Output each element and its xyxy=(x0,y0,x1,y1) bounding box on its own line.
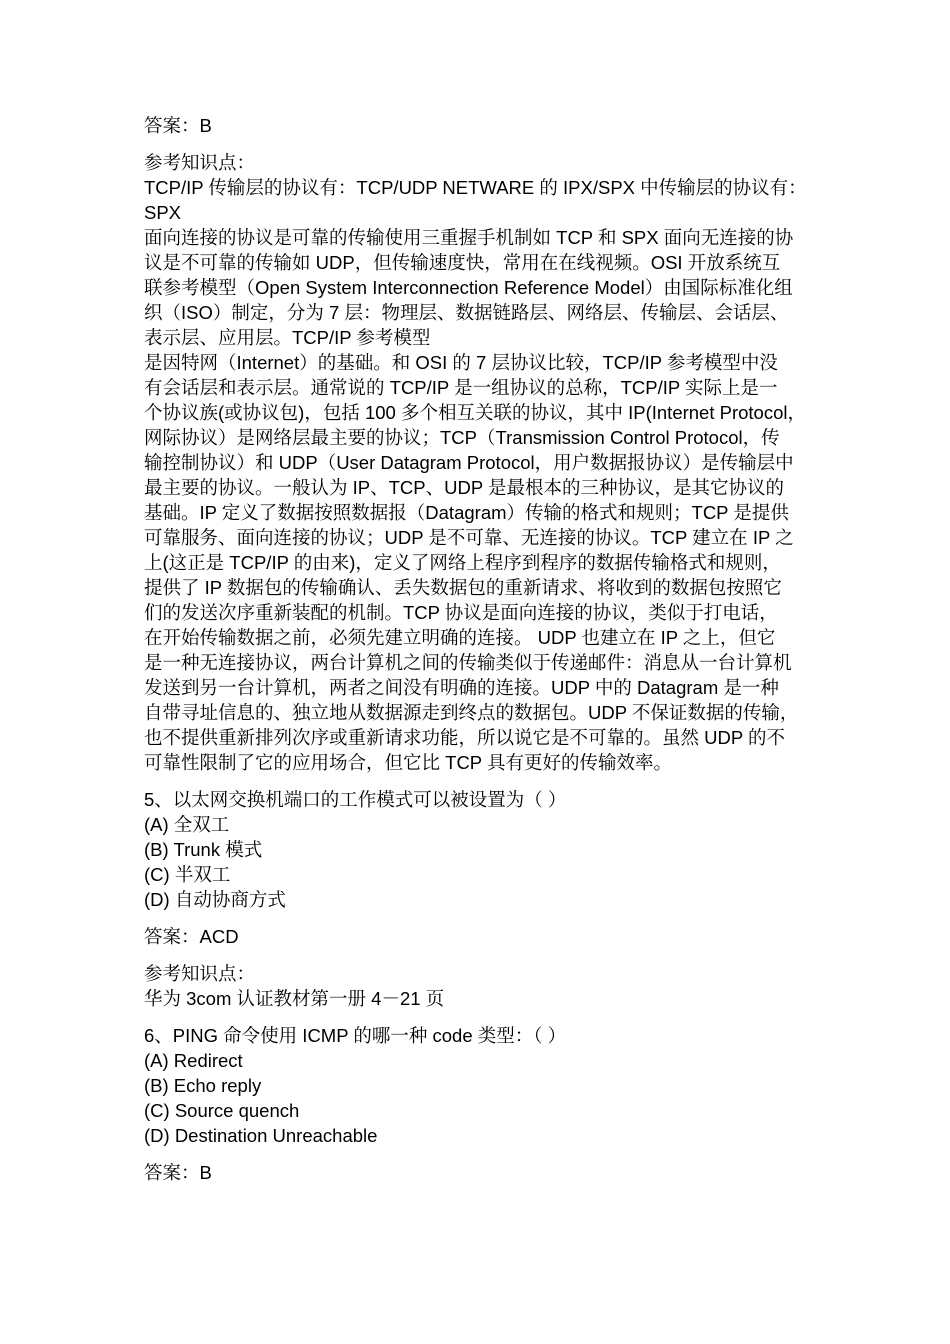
reference-1-block xyxy=(144,150,809,775)
document-page xyxy=(144,113,809,1185)
question-6-line: 6、PING 命令使用 ICMP 的哪一种 code 类型：（ ） xyxy=(144,1025,567,1046)
reference-1-line: 表示层、应用层。TCP/IP 参考模型 xyxy=(144,327,431,348)
question-6-line: (D) Destination Unreachable xyxy=(144,1125,378,1146)
reference-1-line: 是因特网（Internet）的基础。和 OSI 的 7 层协议比较，TCP/IP 参考模型中没 xyxy=(144,352,778,373)
question-6-block xyxy=(144,1023,809,1148)
reference-1-line: 是一种无连接协议，两台计算机之间的传输类似于传递邮件：消息从一台计算机 xyxy=(144,652,792,673)
reference-1-line: 网际协议）是网络层最主要的协议；TCP（Transmission Control Protocol，传 xyxy=(144,427,780,448)
reference-1-line: 也不提供重新排列次序或重新请求功能，所以说它是不可靠的。虽然 UDP 的不 xyxy=(144,727,786,748)
reference-5-block xyxy=(144,961,809,1011)
reference-1-line: 联参考模型（Open System Interconnection Reference Model）由国际标准化组 xyxy=(144,277,793,298)
question-6-line: (B) Echo reply xyxy=(144,1075,262,1096)
reference-1-line: 基础。IP 定义了数据按照数据报（Datagram）传输的格式和规则；TCP 是提供 xyxy=(144,502,789,523)
answer-1-block xyxy=(144,113,809,138)
answer-6-line: 答案：B xyxy=(144,1162,212,1183)
reference-1-line: 可靠性限制了它的应用场合，但它比 TCP 具有更好的传输效率。 xyxy=(144,752,672,773)
reference-1-line: 可靠服务、面向连接的协议；UDP 是不可靠、无连接的协议。TCP 建立在 IP 之 xyxy=(144,527,794,548)
reference-1-line: 议是不可靠的传输如 UDP，但传输速度快，常用在在线视频。OSI 开放系统互 xyxy=(144,252,781,273)
answer-5-line: 答案：ACD xyxy=(144,926,239,947)
question-5-line: (A) 全双工 xyxy=(144,814,230,835)
reference-1-line: 输控制协议）和 UDP（User Datagram Protocol，用户数据报协议）是传输层中 xyxy=(144,452,794,473)
question-5-line: (B) Trunk 模式 xyxy=(144,839,263,860)
answer-5-block xyxy=(144,924,809,949)
reference-1-line: 提供了 IP 数据包的传输确认、丢失数据包的重新请求、将收到的数据包按照它 xyxy=(144,577,782,598)
reference-1-line: 有会话层和表示层。通常说的 TCP/IP 是一组协议的总称，TCP/IP 实际上是一 xyxy=(144,377,778,398)
reference-1-line: 在开始传输数据之前，必须先建立明确的连接。 UDP 也建立在 IP 之上，但它 xyxy=(144,627,776,648)
answer-1-line: 答案：B xyxy=(144,115,212,136)
reference-1-line: 个协议族(或协议包)，包括 100 多个相互关联的协议，其中 IP(Internet Protocol， xyxy=(144,402,806,423)
question-5-block xyxy=(144,787,809,912)
question-5-line: (C) 半双工 xyxy=(144,864,231,885)
reference-1-line: TCP/IP 传输层的协议有：TCP/UDP NETWARE 的 IPX/SPX 中传输层的协议有： xyxy=(144,177,807,198)
reference-1-line: 参考知识点： xyxy=(144,152,256,173)
reference-1-line: 面向连接的协议是可靠的传输使用三重握手机制如 TCP 和 SPX 面向无连接的协 xyxy=(144,227,794,248)
reference-5-line: 华为 3com 认证教材第一册 4－21 页 xyxy=(144,988,445,1009)
reference-1-line: 织（ISO）制定，分为 7 层：物理层、数据链路层、网络层、传输层、会话层、 xyxy=(144,302,789,323)
reference-5-line: 参考知识点： xyxy=(144,963,256,984)
reference-1-line: 上(这正是 TCP/IP 的由来)，定义了网络上程序到程序的数据传输格式和规则， xyxy=(144,552,781,573)
question-6-line: (A) Redirect xyxy=(144,1050,243,1071)
reference-1-line: 们的发送次序重新装配的机制。TCP 协议是面向连接的协议，类似于打电话， xyxy=(144,602,778,623)
question-5-line: 5、以太网交换机端口的工作模式可以被设置为（ ） xyxy=(144,789,567,810)
question-6-line: (C) Source quench xyxy=(144,1100,300,1121)
answer-6-block xyxy=(144,1160,809,1185)
question-5-line: (D) 自动协商方式 xyxy=(144,889,286,910)
reference-1-line: SPX xyxy=(144,202,182,223)
reference-1-line: 发送到另一台计算机，两者之间没有明确的连接。UDP 中的 Datagram 是一种 xyxy=(144,677,779,698)
reference-1-line: 自带寻址信息的、独立地从数据源走到终点的数据包。UDP 不保证数据的传输， xyxy=(144,702,799,723)
reference-1-line: 最主要的协议。一般认为 IP、TCP、UDP 是最根本的三种协议，是其它协议的 xyxy=(144,477,784,498)
